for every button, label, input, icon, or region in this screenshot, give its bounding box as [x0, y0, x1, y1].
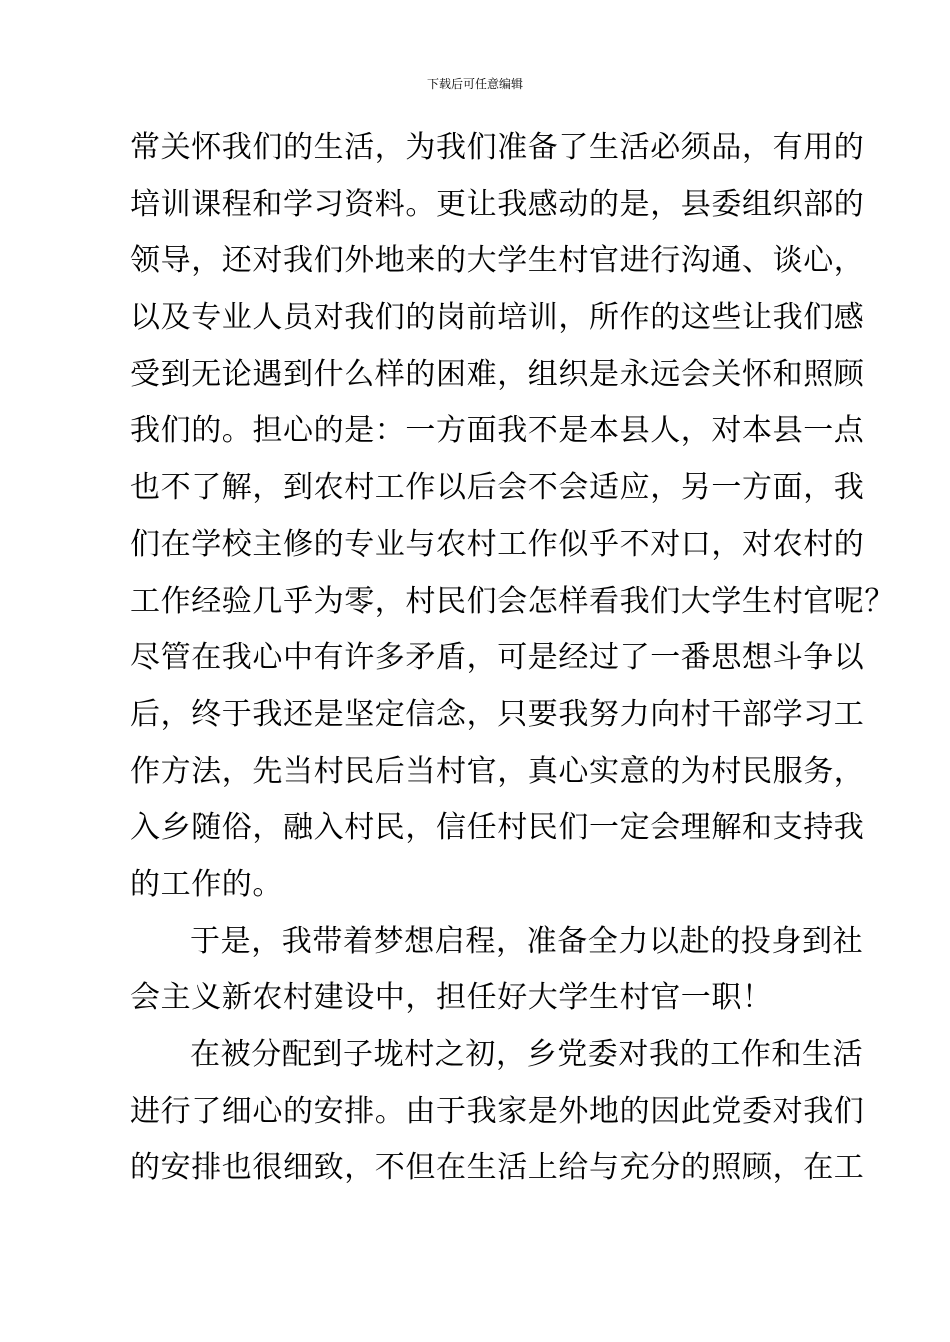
- text-line: 领导，还对我们外地来的大学生村官进行沟通、谈心，: [130, 243, 865, 279]
- text-line: 工作经验几乎为零，村民们会怎样看我们大学生村官呢？: [130, 583, 895, 619]
- text-line: 后，终于我还是坚定信念，只要我努力向村干部学习工: [130, 696, 865, 732]
- text-line: 们在学校主修的专业与农村工作似乎不对口，对农村的: [130, 526, 865, 562]
- text-line: 的工作的。: [130, 866, 283, 902]
- text-line: 也不了解，到农村工作以后会不会适应，另一方面，我: [130, 470, 865, 506]
- text-line: 会主义新农村建设中，担任好大学生村官一职！: [130, 980, 773, 1016]
- text-line: 作方法，先当村民后当村官，真心实意的为村民服务，: [130, 753, 865, 789]
- text-line: 以及专业人员对我们的岗前培训，所作的这些让我们感: [130, 300, 865, 336]
- text-line: 的安排也很细致，不但在生活上给与充分的照顾，在工: [130, 1150, 865, 1186]
- text-line: 培训课程和学习资料。更让我感动的是，县委组织部的: [130, 186, 865, 222]
- paragraph-first-line: 在被分配到子垅村之初，乡党委对我的工作和生活: [190, 1037, 864, 1072]
- document-body: [130, 120, 895, 1197]
- text-line: 常关怀我们的生活，为我们准备了生活必须品，有用的: [130, 130, 865, 165]
- page-header: 下载后可任意编辑: [426, 77, 523, 91]
- text-line: 受到无论遇到什么样的困难，组织是永远会关怀和照顾: [130, 356, 865, 392]
- text-line: 我们的。担心的是：一方面我不是本县人，对本县一点: [130, 413, 865, 449]
- text-line: 尽管在我心中有许多矛盾，可是经过了一番思想斗争以: [130, 640, 865, 676]
- text-line: 进行了细心的安排。由于我家是外地的因此党委对我们: [130, 1093, 865, 1129]
- text-line: 入乡随俗，融入村民，信任村民们一定会理解和支持我: [130, 810, 865, 846]
- paragraph-first-line: 于是，我带着梦想启程，准备全力以赴的投身到社: [190, 923, 864, 959]
